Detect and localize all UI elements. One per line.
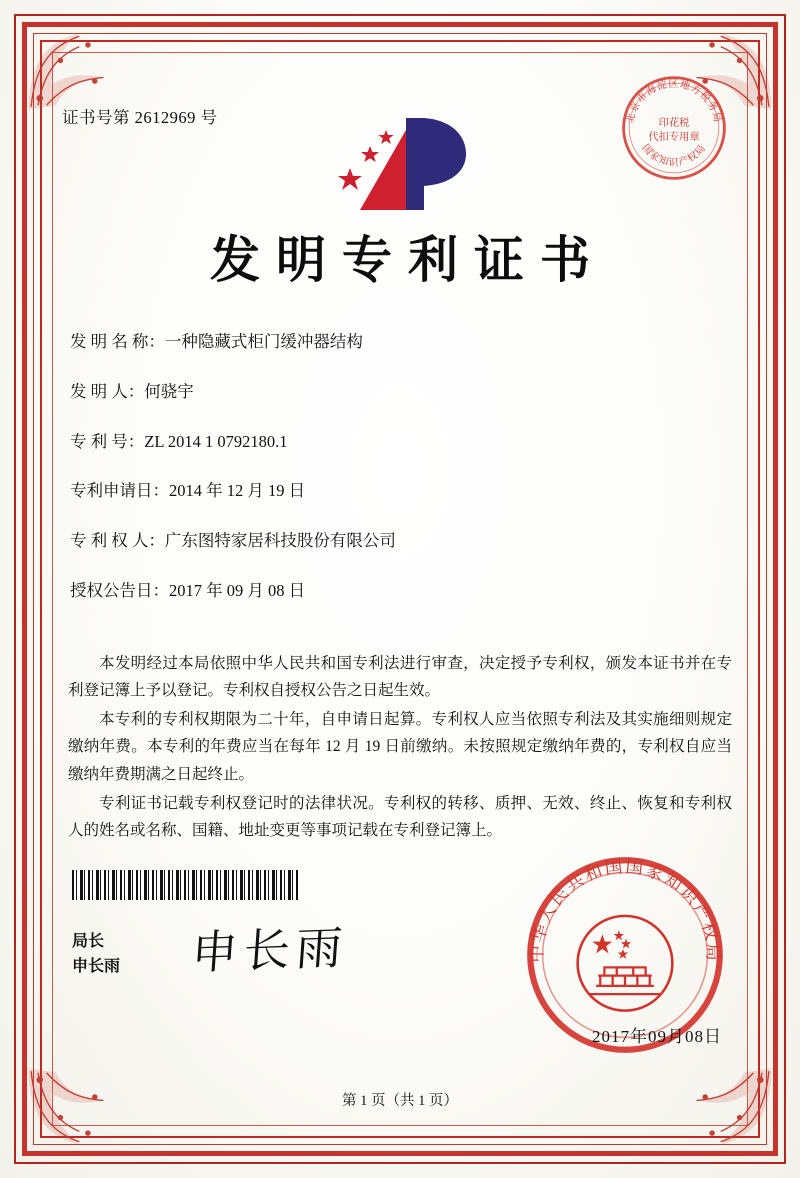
field-application-date [70,481,730,501]
certificate-number: 证书号第 2612969 号 [62,108,218,127]
field-patentee [70,531,730,551]
body-paragraph: 专利证书记载专利权登记时的法律状况。专利权的转移、质押、无效、终止、恢复和专利权人的姓名或名称、国籍、地址变更等事项记载在专利登记簿上。 [68,794,732,839]
body-paragraph: 本发明经过本局依照中华人民共和国专利法进行审查，决定授予专利权，颁发本证书并在专利登记簿上予以登记。专利权自授权公告之日起生效。 [68,655,732,700]
seal-date: 2017年09月08日 [592,1027,722,1046]
sipo-logo-icon [320,110,480,218]
handwritten-signature: 申长雨 [189,920,350,980]
svg-text:北京市海淀区地方税务局: 北京市海淀区地方税务局 [625,78,723,125]
field-patent-number [70,432,730,452]
field-list [70,332,730,631]
body-paragraph: 本专利的专利权期限为二十年，自申请日起算。专利权人应当依照专利法及其实施细则规定缴纳年费。本专利的年费应当在每年 12 月 19 日前缴纳。未按照规定缴纳年费的，专利权自应当缴纳年费期满之日起终止。 [68,711,732,783]
certificate-content [62,62,738,1116]
signatory-block [72,930,120,980]
field-value: 一种隐藏式柜门缓冲器结构 [164,332,363,351]
field-value: 何骁宇 [144,381,194,401]
field-label: 发 明 人： [70,381,145,401]
field-value: 2014 年 12 月 19 日 [169,481,306,501]
signatory-title: 局长 [72,933,105,950]
field-label: 专 利 权 人： [70,531,165,551]
field-grant-date [70,581,730,601]
field-label: 发 明 名 称： [70,332,165,351]
field-invention-name [70,332,730,352]
field-label: 授权公告日： [70,580,169,600]
field-label: 专利申请日： [70,481,169,501]
field-value: ZL 2014 1 0792180.1 [144,431,288,451]
page-title: 发明专利证书 [210,230,606,289]
svg-text:中华人民共和国国家知识产权局: 中华人民共和国国家知识产权局 [527,857,723,963]
signatory-name: 申长雨 [72,957,121,975]
svg-text:代扣专用章: 代扣专用章 [648,131,700,144]
page-number: 第 1 页（共 1 页） [342,1093,458,1109]
field-value: 2017 年 09 月 08 日 [169,580,306,600]
tax-stamp-seal-icon [618,72,730,184]
barcode [72,870,300,900]
field-label: 专 利 号： [70,431,145,451]
svg-text:国家知识产权局: 国家知识产权局 [639,142,709,169]
field-inventor [70,382,730,402]
field-value: 广东图特家居科技股份有限公司 [164,531,396,551]
legal-body-text [68,650,732,846]
svg-text:印花税: 印花税 [658,117,690,130]
